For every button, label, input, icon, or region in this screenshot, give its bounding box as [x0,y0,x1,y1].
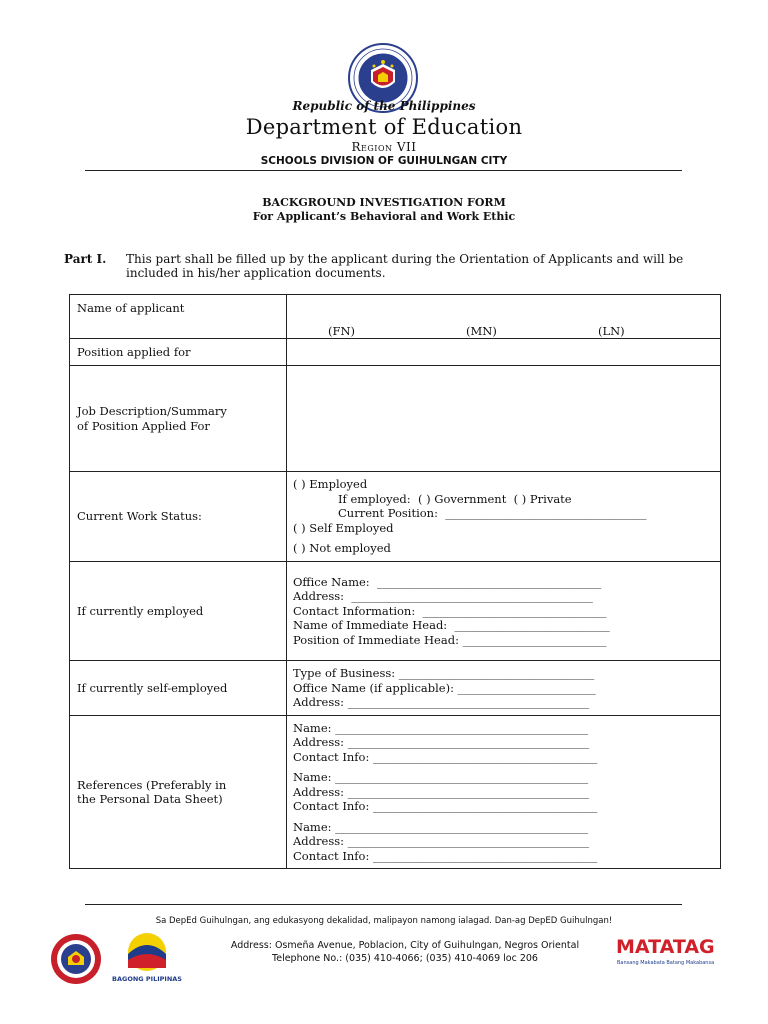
name-label: Name of applicant [77,301,185,315]
bagong-pilipinas-logo [112,930,182,986]
references-label-line-2: the Personal Data Sheet) [77,792,223,806]
name-label-cell [70,295,287,339]
republic-heading: Republic of the Philippines [292,99,476,113]
job-label-cell [70,366,287,472]
ref-3-contact-field[interactable]: Contact Info: _______________________________________ [293,848,598,863]
name-row [70,295,721,339]
references-label-cell [70,716,287,869]
office-name-field[interactable]: Office Name: _______________________________________ [293,574,602,589]
head-position-field[interactable]: Position of Immediate Head: _________________________ [293,632,607,647]
region-heading: Region VII [351,140,417,154]
footer-contact [195,939,615,965]
address-field[interactable]: Address: __________________________________________ [293,589,593,604]
footer-slogan: Sa DepEd Guihulngan, ang edukasyong dekalidad, malipayon namong ialagad. Dan-ag DepED Guihulngan! [155,916,613,926]
business-address-field[interactable]: Address: __________________________________________ [293,695,590,710]
form-title: BACKGROUND INVESTIGATION FORM [262,196,506,209]
fn-label: (FN) [328,324,356,338]
department-heading: Department of Education [245,115,523,139]
part-instructions: This part shall be filled up by the applicant during the Orientation of Applicants and will be included in his/her application documents. [126,252,684,280]
job-description-field[interactable] [287,366,721,472]
self-employed-checkbox[interactable]: ( ) Self Employed [293,520,394,535]
job-label-line-1: Job Description/Summary [77,404,227,418]
division-heading: SCHOOLS DIVISION OF GUIHULNGAN CITY [260,155,508,167]
matatag-wordmark: MATATAG [616,936,715,958]
division-seal-logo [50,933,102,985]
self-employed-label: If currently self-employed [70,661,287,716]
work-status-options [287,472,721,562]
matatag-tagline: Bansang Makabata Batang Makabansa [617,960,715,966]
employed-fields [287,562,721,661]
ref-2-address-field[interactable]: Address: __________________________________________ [293,784,590,799]
form-subtitle: For Applicant’s Behavioral and Work Ethic [252,210,516,223]
footer-divider [85,904,682,905]
work-status-row [70,472,721,562]
self-employed-fields [287,661,721,716]
investigation-table [69,294,721,869]
ln-label: (LN) [598,324,625,338]
position-row [70,339,721,366]
ref-3-address-field[interactable]: Address: __________________________________________ [293,834,590,849]
contact-info-field[interactable]: Contact Information: ________________________________ [293,603,607,618]
part-label: Part I. [64,252,107,266]
employed-checkbox[interactable]: ( ) Employed [293,477,368,491]
ref-2-contact-field[interactable]: Contact Info: _______________________________________ [293,799,598,814]
job-label-line-2: of Position Applied For [77,418,210,433]
ref-1-address-field[interactable]: Address: __________________________________________ [293,735,590,750]
ref-1-contact-field[interactable]: Contact Info: _______________________________________ [293,749,598,764]
office-name-optional-field[interactable]: Office Name (if applicable): ________________________ [293,680,596,695]
job-description-row [70,366,721,472]
not-employed-checkbox[interactable]: ( ) Not employed [293,541,391,555]
employer-type-options[interactable]: If employed: ( ) Government ( ) Private [338,491,572,506]
references-label-line-1: References (Preferably in [77,777,227,792]
position-field[interactable] [287,339,721,366]
name-field[interactable] [287,295,721,339]
references-row [70,716,721,869]
self-employed-row [70,661,721,716]
work-status-label: Current Work Status: [70,472,287,562]
matatag-logo [616,933,734,969]
bagong-pilipinas-text: BAGONG PILIPINAS [112,975,182,983]
employed-row [70,562,721,661]
current-position-field[interactable]: Current Position: ___________________________________ [338,506,647,520]
ref-2-name-field[interactable]: Name: ____________________________________________ [293,770,589,785]
references-fields [287,716,721,869]
ref-3-name-field[interactable]: Name: ____________________________________________ [293,819,589,834]
business-type-field[interactable]: Type of Business: __________________________________ [293,666,595,681]
footer-address: Address: Osmeña Avenue, Poblacion, City of Guihulngan, Negros Oriental [230,940,580,951]
header-divider [85,170,682,171]
ref-1-name-field[interactable]: Name: ____________________________________________ [293,720,589,735]
employed-label: If currently employed [70,562,287,661]
mn-label: (MN) [466,324,497,338]
footer-telephone: Telephone No.: (035) 410-4066; (035) 410-4069 loc 206 [272,953,538,964]
immediate-head-field[interactable]: Name of Immediate Head: ___________________________ [293,618,610,633]
position-label: Position applied for [70,339,287,366]
